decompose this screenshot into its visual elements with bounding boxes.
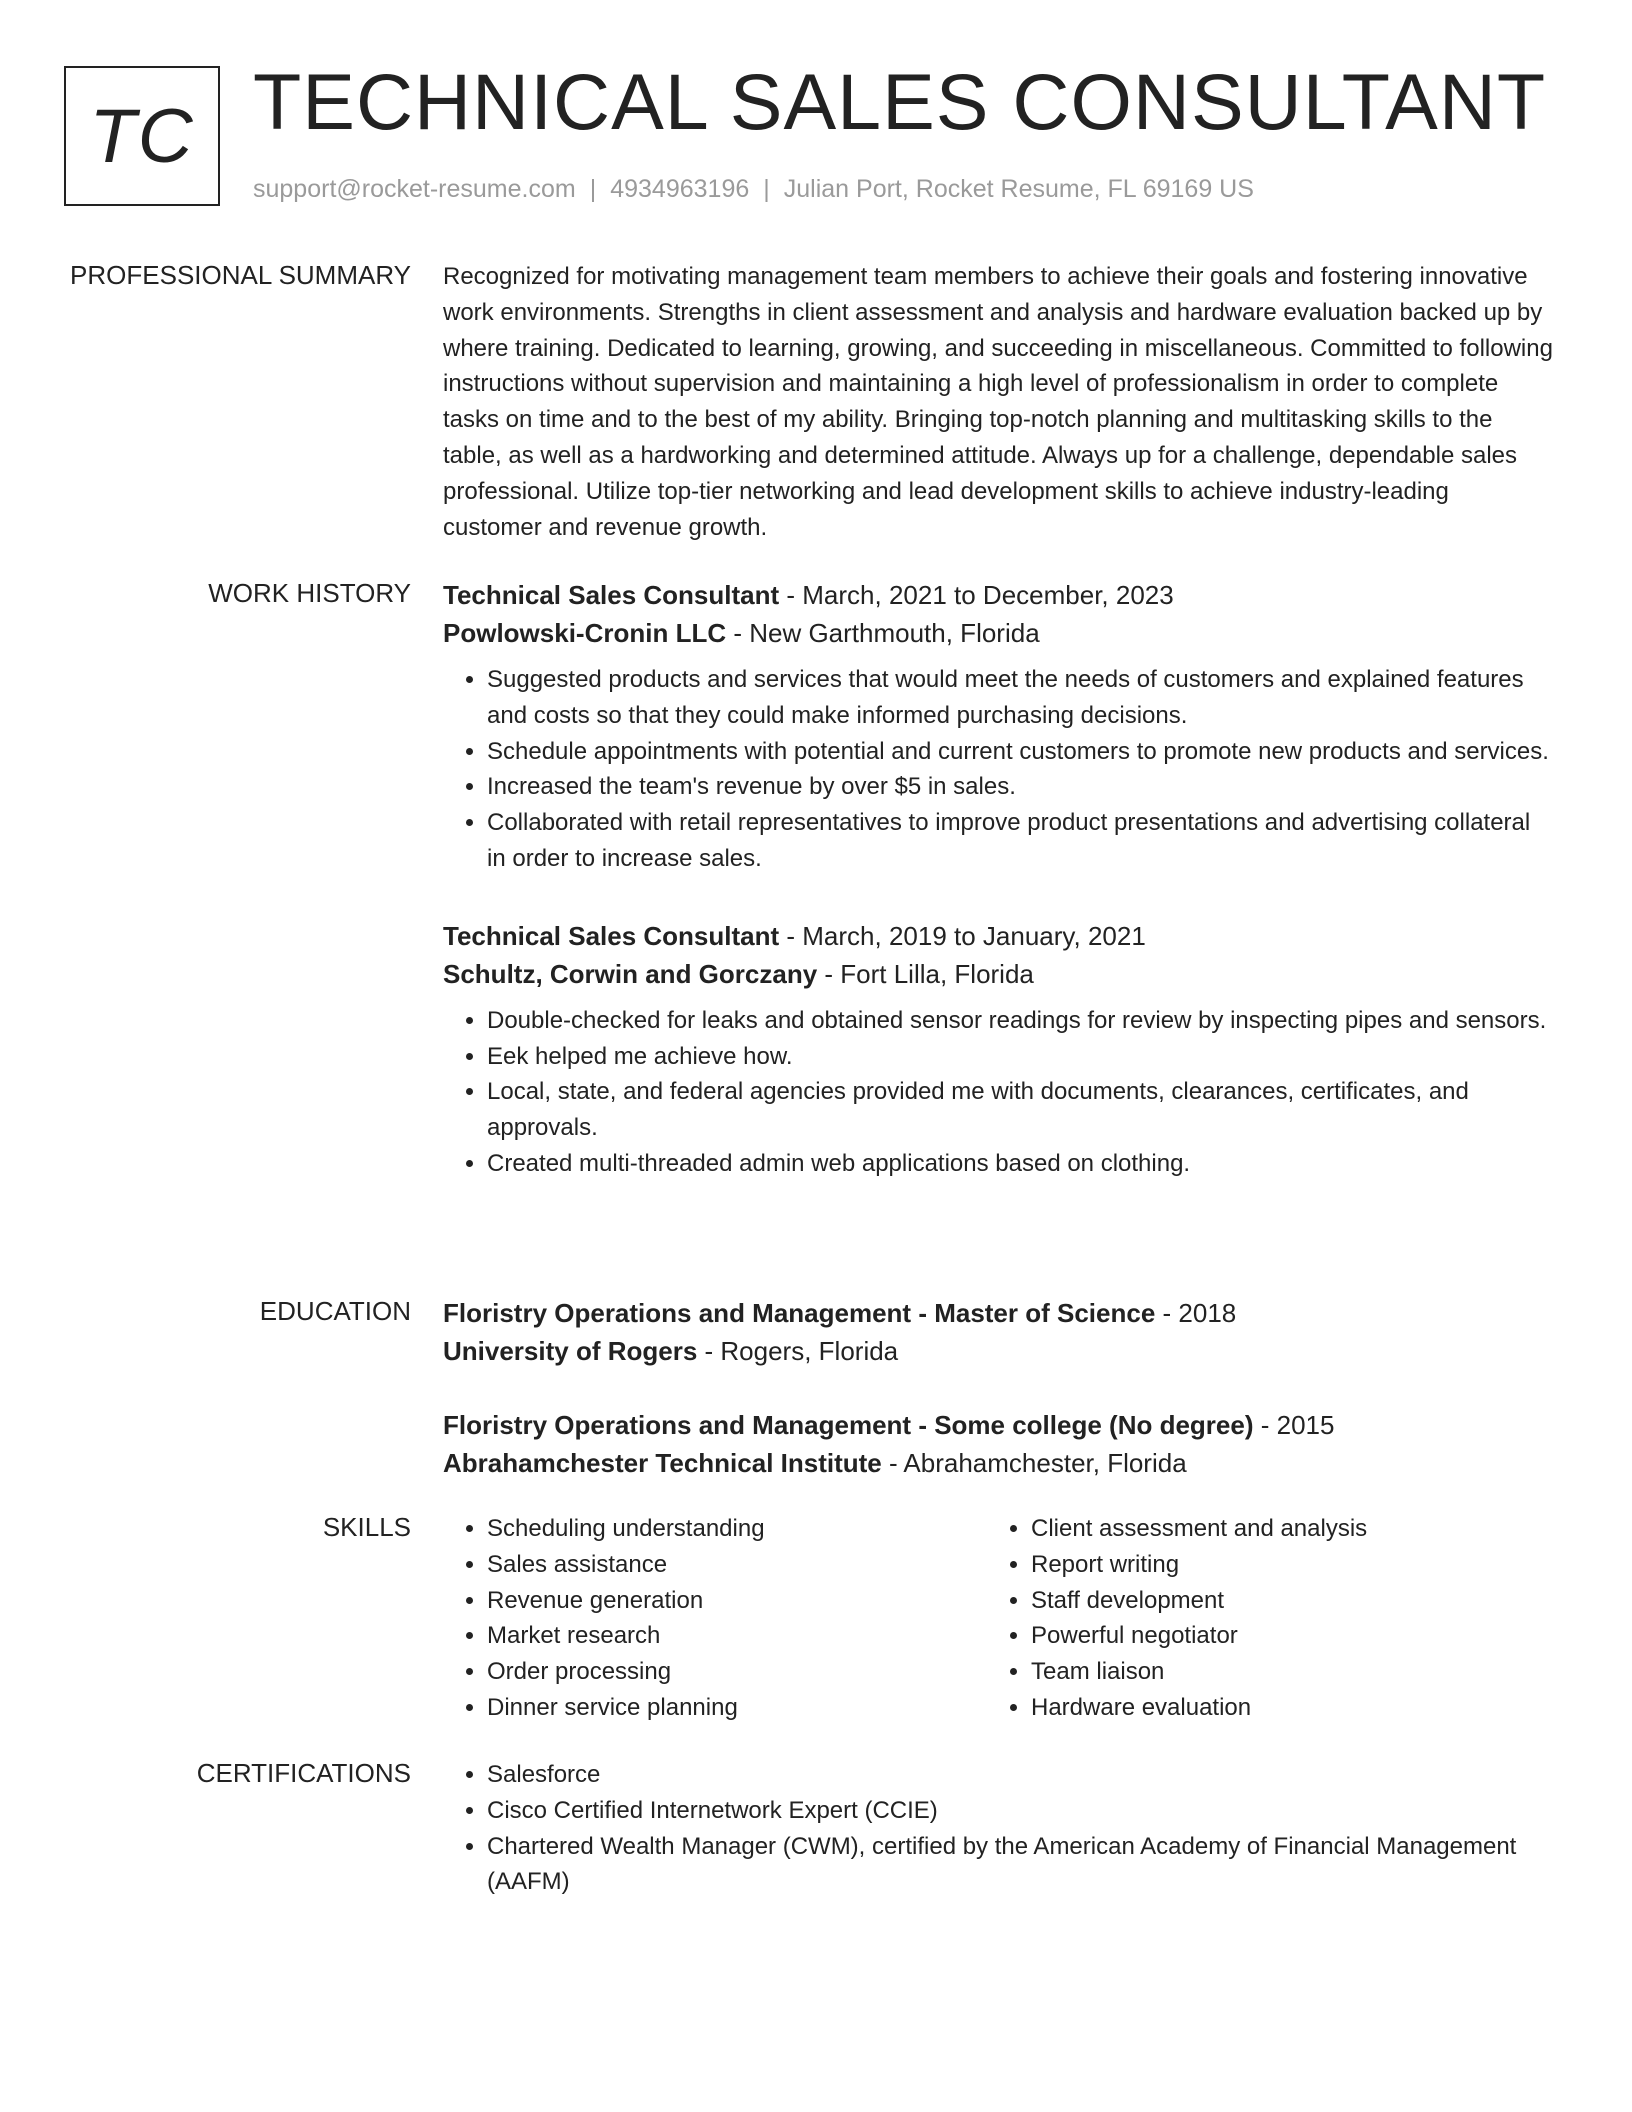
education-degree: Floristry Operations and Management - Master of Science [443, 1298, 1156, 1328]
job-location: - Fort Lilla, Florida [817, 958, 1034, 989]
section-heading-education: EDUCATION [259, 1296, 411, 1326]
skill-item: • Team liaison [1031, 1654, 1531, 1690]
job-entry [443, 576, 1553, 877]
job-company-line [443, 955, 1553, 993]
skill-item: • Client assessment and analysis [1031, 1511, 1531, 1547]
job-bullet: • Schedule appointments with potential and current customers to promote new products and services. [487, 734, 1553, 770]
skills-column-1 [443, 1511, 987, 1726]
job-bullet: • Local, state, and federal agencies provided me with documents, clearances, certificates, and approvals. [487, 1074, 1553, 1146]
job-title-line [443, 917, 1553, 955]
section-heading-work-history: WORK HISTORY [208, 578, 411, 608]
education-entry [443, 1294, 1553, 1370]
job-bullet: • Created multi-threaded admin web applications based on clothing. [487, 1146, 1553, 1182]
certification-item: • Salesforce [487, 1757, 1553, 1793]
education-degree: Floristry Operations and Management - Some college (No degree) [443, 1410, 1254, 1440]
job-entry [443, 917, 1553, 1182]
skill-item: • Market research [487, 1618, 987, 1654]
education-school-line [443, 1332, 1553, 1370]
job-title: Technical Sales Consultant [443, 920, 780, 951]
summary-text: Recognized for motivating management team members to achieve their goals and fostering innovative work environments. Strengths in client assessment and analysis and hardware evaluation backed up by where training. Dedicated to learning, growing, and succeeding in miscellaneous. Committed to following instructions without supervision and maintaining a high level of professionalism in order to complete tasks on time and to the best of my ability. Bringing top-notch planning and multitasking skills to the table, as well as a hardworking and determined attitude. Always up for a challenge, dependable sales professional. Utilize top-tier networking and lead development skills to achieve industry-leading customer and revenue growth. [443, 263, 1553, 541]
job-company: Schultz, Corwin and Gorczany [443, 958, 818, 989]
job-title: Technical Sales Consultant [443, 580, 780, 610]
certification-item: • Cisco Certified Internetwork Expert (CCIE) [487, 1793, 1553, 1829]
job-dates: - March, 2019 to January, 2021 [779, 920, 1146, 951]
education-location: - Abrahamchester, Florida [881, 1448, 1187, 1478]
contact-line [253, 174, 1254, 204]
section-heading-skills: SKILLS [322, 1512, 411, 1542]
skill-item: • Powerful negotiator [1031, 1618, 1531, 1654]
contact-email[interactable]: support@rocket-resume.com [253, 175, 576, 203]
education-location: - Rogers, Florida [697, 1336, 899, 1366]
contact-phone[interactable]: 4934963196 [610, 175, 750, 203]
job-bullets [443, 662, 1553, 877]
skill-item: • Order processing [487, 1654, 987, 1690]
skill-item: • Report writing [1031, 1547, 1531, 1583]
job-title-line [443, 576, 1553, 614]
education-year: - 2015 [1253, 1410, 1335, 1440]
job-bullet: • Suggested products and services that would meet the needs of customers and explained features and costs so that they could make informed purchasing decisions. [487, 662, 1553, 734]
job-bullets [443, 1003, 1553, 1182]
skill-item: • Scheduling understanding [487, 1511, 987, 1547]
skill-item: • Hardware evaluation [1031, 1690, 1531, 1726]
skill-item: • Sales assistance [487, 1547, 987, 1583]
job-bullet: • Double-checked for leaks and obtained sensor readings for review by inspecting pipes and sensors. [487, 1003, 1553, 1039]
skills-column-2 [987, 1511, 1531, 1726]
education-degree-line [443, 1406, 1553, 1444]
contact-address: Julian Port, Rocket Resume, FL 69169 US [783, 175, 1254, 203]
education-school: University of Rogers [443, 1336, 698, 1366]
job-bullet: • Increased the team's revenue by over $5 in sales. [487, 769, 1553, 805]
job-bullet: • Eek helped me achieve how. [487, 1039, 1553, 1075]
section-heading-summary: PROFESSIONAL SUMMARY [70, 260, 411, 290]
job-dates: - March, 2021 to December, 2023 [779, 580, 1174, 610]
education-degree-line [443, 1294, 1553, 1332]
skill-item: • Dinner service planning [487, 1690, 987, 1726]
skill-item: • Staff development [1031, 1583, 1531, 1619]
section-heading-certifications: CERTIFICATIONS [196, 1758, 411, 1788]
education-school-line [443, 1444, 1553, 1482]
education-entry [443, 1406, 1553, 1482]
skill-item: • Revenue generation [487, 1583, 987, 1619]
monogram-logo: TC [64, 66, 220, 206]
job-company-line [443, 614, 1553, 652]
job-company: Powlowski-Cronin LLC [443, 618, 727, 648]
skills-grid [443, 1511, 1553, 1726]
contact-separator: | [589, 175, 597, 203]
contact-separator: | [763, 175, 770, 203]
education-school: Abrahamchester Technical Institute [443, 1448, 882, 1478]
job-location: - New Garthmouth, Florida [726, 618, 1040, 648]
resume-title: TECHNICAL SALES CONSULTANT [253, 57, 1547, 146]
education-year: - 2018 [1155, 1298, 1237, 1328]
certification-list [443, 1757, 1553, 1900]
job-bullet: • Collaborated with retail representatives to improve product presentations and advertising collateral in order to increase sales. [487, 805, 1553, 877]
certification-item: • Chartered Wealth Manager (CWM), certified by the American Academy of Financial Management (AAFM) [487, 1829, 1553, 1901]
